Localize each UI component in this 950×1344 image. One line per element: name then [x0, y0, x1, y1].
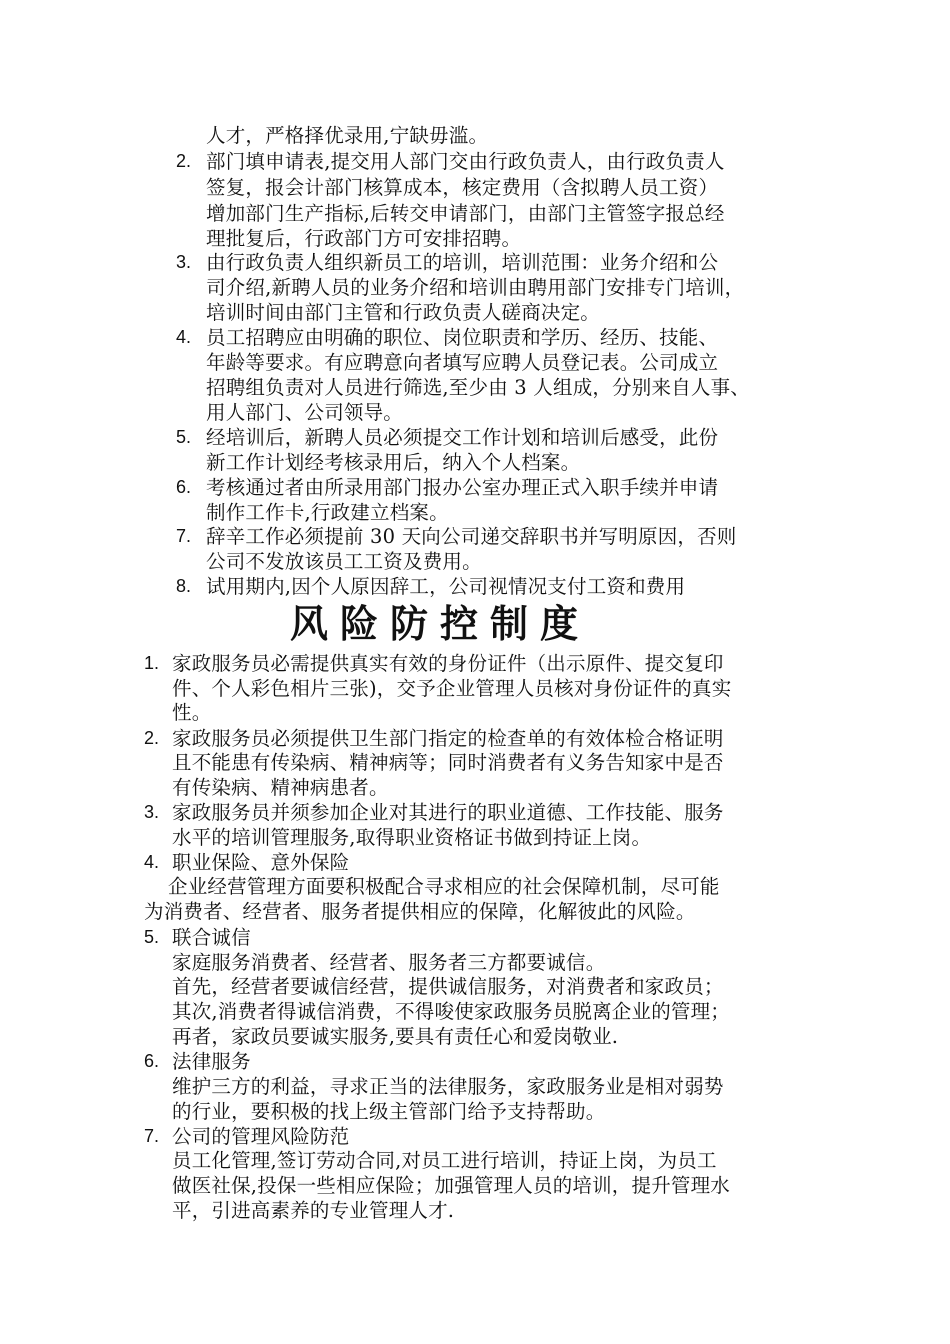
list-number: 1. [144, 653, 160, 673]
list-item-4-line: 用人部门、公司领导。 [206, 401, 404, 424]
risk-item-3-line: 家政服务员并须参加企业对其进行的职业道德、工作技能、服务 [172, 801, 724, 824]
risk-item-6-body: 维护三方的利益，寻求正当的法律服务，家政服务业是相对弱势 [172, 1075, 724, 1098]
list-item-3-line: 司介绍,新聘人员的业务介绍和培训由聘用部门安排专门培训， [206, 276, 745, 299]
list-item-2-line: 增加部门生产指标,后转交申请部门，由部门主管签字报总经 [206, 202, 725, 225]
list-item-5-line: 经培训后，新聘人员必须提交工作计划和培训后感受，此份 [206, 426, 719, 449]
list-item-4-line: 招聘组负责对人员进行筛选,至少由 3 人组成，分别来自人事、 [206, 376, 751, 399]
risk-item-1-line: 性。 [172, 701, 212, 724]
list-item-4-line: 员工招聘应由明确的职位、岗位职责和学历、经历、技能、 [206, 326, 719, 349]
risk-item-2-line: 且不能患有传染病、精神病等；同时消费者有义务告知家中是否 [172, 751, 724, 774]
risk-item-7-body: 员工化管理,签订劳动合同,对员工进行培训，持证上岗，为员工 [172, 1149, 717, 1172]
list-number: 4. [144, 852, 160, 872]
list-item-2-line: 签复，报会计部门核算成本，核定费用（含拟聘人员工资） [206, 176, 719, 199]
list-item-8-line: 试用期内,因个人原因辞工，公司视情况支付工资和费用 [206, 575, 686, 598]
risk-item-5-body: 家庭服务消费者、经营者、服务者三方都要诚信。 [172, 951, 606, 974]
risk-item-5-body: 再者，家政员要诚实服务,要具有责任心和爱岗敬业. [172, 1025, 619, 1048]
list-number: 6. [176, 477, 192, 497]
list-item-4-line: 年龄等要求。有应聘意向者填写应聘人员登记表。公司成立 [206, 351, 719, 374]
risk-item-2-line: 有传染病、精神病患者。 [172, 776, 389, 799]
risk-item-4-heading: 职业保险、意外保险 [172, 851, 350, 874]
list-number: 6. [144, 1051, 160, 1071]
risk-item-4-body: 为消费者、经营者、服务者提供相应的保障，化解彼此的风险。 [144, 900, 696, 923]
risk-item-5-body: 其次,消费者得诚信消费，不得唆使家政服务员脱离企业的管理； [172, 1000, 730, 1023]
list-number: 7. [176, 526, 192, 546]
list-item-2-line: 理批复后，行政部门方可安排招聘。 [206, 227, 522, 250]
list-item-3-line: 由行政负责人组织新员工的培训，培训范围：业务介绍和公 [206, 251, 719, 274]
list-number: 4. [176, 327, 192, 347]
risk-item-7-body: 平，引进高素养的专业管理人才. [172, 1199, 455, 1222]
list-number: 5. [176, 427, 192, 447]
risk-item-3-line: 水平的培训管理服务,取得职业资格证书做到持证上岗。 [172, 826, 652, 849]
list-item-2-line: 部门填申请表,提交用人部门交由行政负责人，由行政负责人 [206, 150, 725, 173]
risk-item-5-heading: 联合诚信 [172, 926, 251, 949]
list-item-7-line: 辞辛工作必须提前 30 天向公司递交辞职书并写明原因，否则 [206, 525, 737, 548]
list-number: 5. [144, 927, 160, 947]
list-item-6-line: 考核通过者由所录用部门报办公室办理正式入职手续并申请 [206, 476, 719, 499]
risk-item-6-body: 的行业，要积极的找上级主管部门给予支持帮助。 [172, 1100, 606, 1123]
risk-item-4-body: 企业经营管理方面要积极配合寻求相应的社会保障机制，尽可能 [168, 875, 720, 898]
risk-item-7-heading: 公司的管理风险防范 [172, 1125, 350, 1148]
section-title: 风险防控制度 [289, 602, 590, 646]
risk-item-7-body: 做医社保,投保一些相应保险；加强管理人员的培训，提升管理水 [172, 1174, 730, 1197]
list-item-1-tail: 人才，严格择优录用,宁缺毋滥。 [206, 124, 489, 147]
risk-item-5-body: 首先，经营者要诚信经营，提供诚信服务，对消费者和家政员； [172, 975, 724, 998]
risk-item-1-line: 家政服务员必需提供真实有效的身份证件（出示原件、提交复印 [172, 652, 724, 675]
list-number: 3. [176, 252, 192, 272]
list-number: 8. [176, 576, 192, 596]
risk-item-1-line: 件、个人彩色相片三张)，交予企业管理人员核对身份证件的真实 [172, 677, 732, 700]
risk-item-2-line: 家政服务员必须提供卫生部门指定的检查单的有效体检合格证明 [172, 727, 724, 750]
list-item-6-line: 制作工作卡,行政建立档案。 [206, 501, 449, 524]
list-item-7-line: 公司不发放该员工工资及费用。 [206, 550, 482, 573]
list-number: 2. [176, 151, 192, 171]
list-number: 7. [144, 1126, 160, 1146]
list-item-3-line: 培训时间由部门主管和行政负责人磋商决定。 [206, 301, 601, 324]
list-item-5-line: 新工作计划经考核录用后，纳入个人档案。 [206, 451, 581, 474]
list-number: 3. [144, 802, 160, 822]
risk-item-6-heading: 法律服务 [172, 1050, 251, 1073]
list-number: 2. [144, 728, 160, 748]
